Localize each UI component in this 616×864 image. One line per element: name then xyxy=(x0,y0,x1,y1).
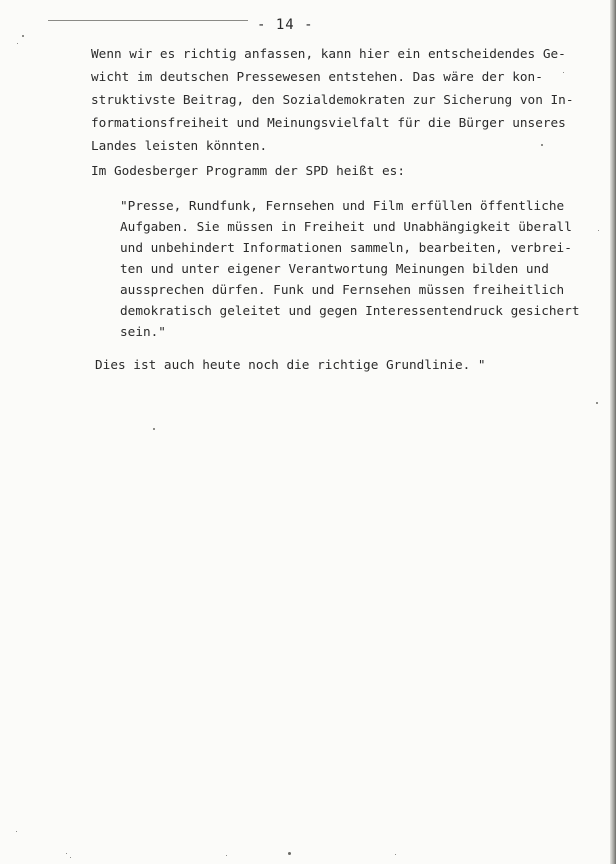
quote-line: ten und unter eigener Verantwortung Meinungen bilden und xyxy=(120,261,549,276)
closing-line: Dies ist auch heute noch die richtige Grundlinie. " xyxy=(95,357,486,372)
text-line: Landes leisten könnten. xyxy=(91,138,268,153)
quote-line: demokratisch geleitet und gegen Interessentendruck gesichert xyxy=(120,303,580,318)
quote-line: aussprechen dürfen. Funk und Fernsehen müssen freiheitlich xyxy=(120,282,565,297)
text-line: Wenn wir es richtig anfassen, kann hier ein entscheidendes Ge- xyxy=(91,46,566,61)
quote-line: und unbehindert Informationen sammeln, bearbeiten, verbrei- xyxy=(120,240,572,255)
top-rule xyxy=(48,20,248,21)
intro-line: Im Godesberger Programm der SPD heißt es: xyxy=(91,163,405,178)
text-line: formationsfreiheit und Meinungsvielfalt für die Bürger unseres xyxy=(91,115,566,130)
quote-line: sein." xyxy=(120,324,166,339)
quote-line: Aufgaben. Sie müssen in Freiheit und Unabhängigkeit überall xyxy=(120,219,572,234)
text-line: wicht im deutschen Pressewesen entstehen. Das wäre der kon- xyxy=(91,69,543,84)
page-number: - 14 - xyxy=(257,17,314,33)
quote-line: "Presse, Rundfunk, Fernsehen und Film erfüllen öffentliche xyxy=(120,198,565,213)
text-line: struktivste Beitrag, den Sozialdemokraten zur Sicherung von In- xyxy=(91,92,574,107)
page-edge-shadow xyxy=(610,0,616,864)
